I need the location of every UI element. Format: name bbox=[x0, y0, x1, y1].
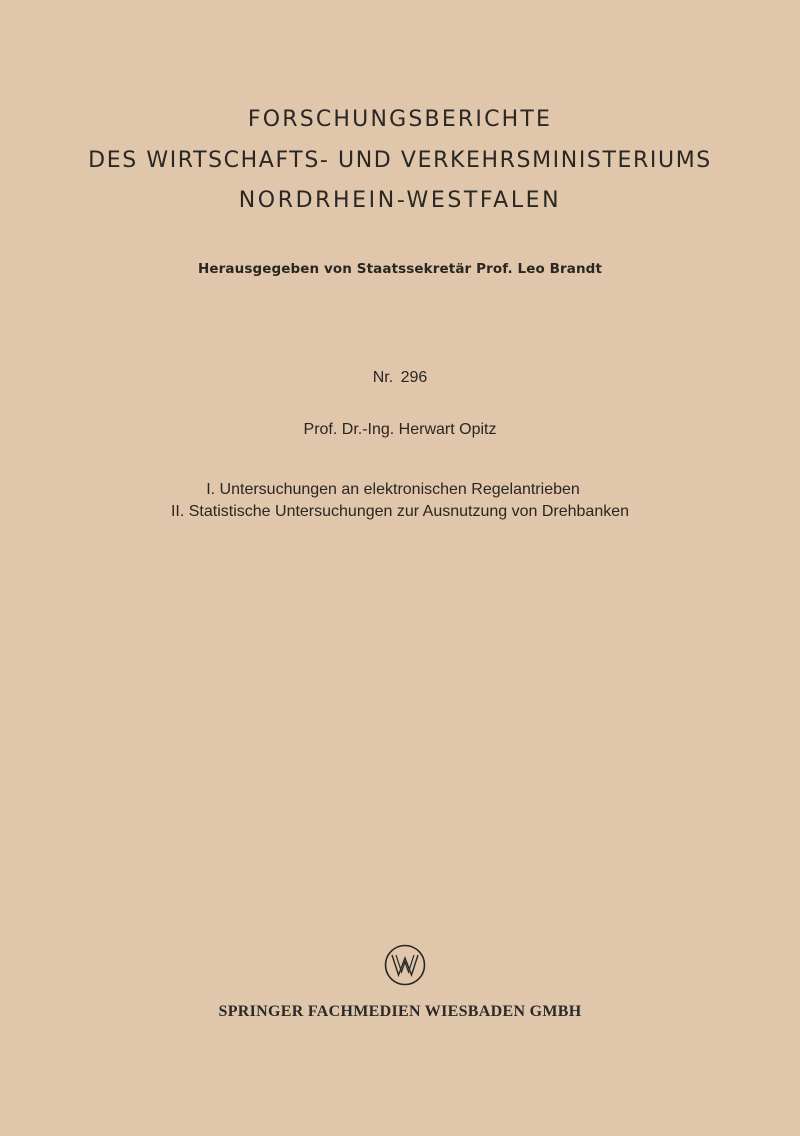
series-title-line-3: NORDRHEIN-WESTFALEN bbox=[238, 188, 562, 213]
author-name: Prof. Dr.-Ing. Herwart Opitz bbox=[303, 421, 497, 438]
publisher-name: SPRINGER FACHMEDIEN WIESBADEN GMBH bbox=[218, 1003, 582, 1020]
book-title-part-1: I. Untersuchungen an elektronischen Regelantrieben bbox=[206, 481, 580, 498]
series-title-line-2: DES WIRTSCHAFTS- UND VERKEHRSMINISTERIUMS bbox=[88, 148, 712, 173]
book-title-part-2: II. Statistische Untersuchungen zur Ausnutzung von Drehbanken bbox=[170, 503, 630, 520]
series-title-line-1: FORSCHUNGSBERICHTE bbox=[247, 107, 553, 132]
volume-number: Nr. 296 bbox=[372, 369, 428, 386]
publisher-logo-icon bbox=[384, 944, 426, 986]
editor-line: Herausgegeben von Staatssekretär Prof. Leo Brandt bbox=[197, 261, 603, 277]
